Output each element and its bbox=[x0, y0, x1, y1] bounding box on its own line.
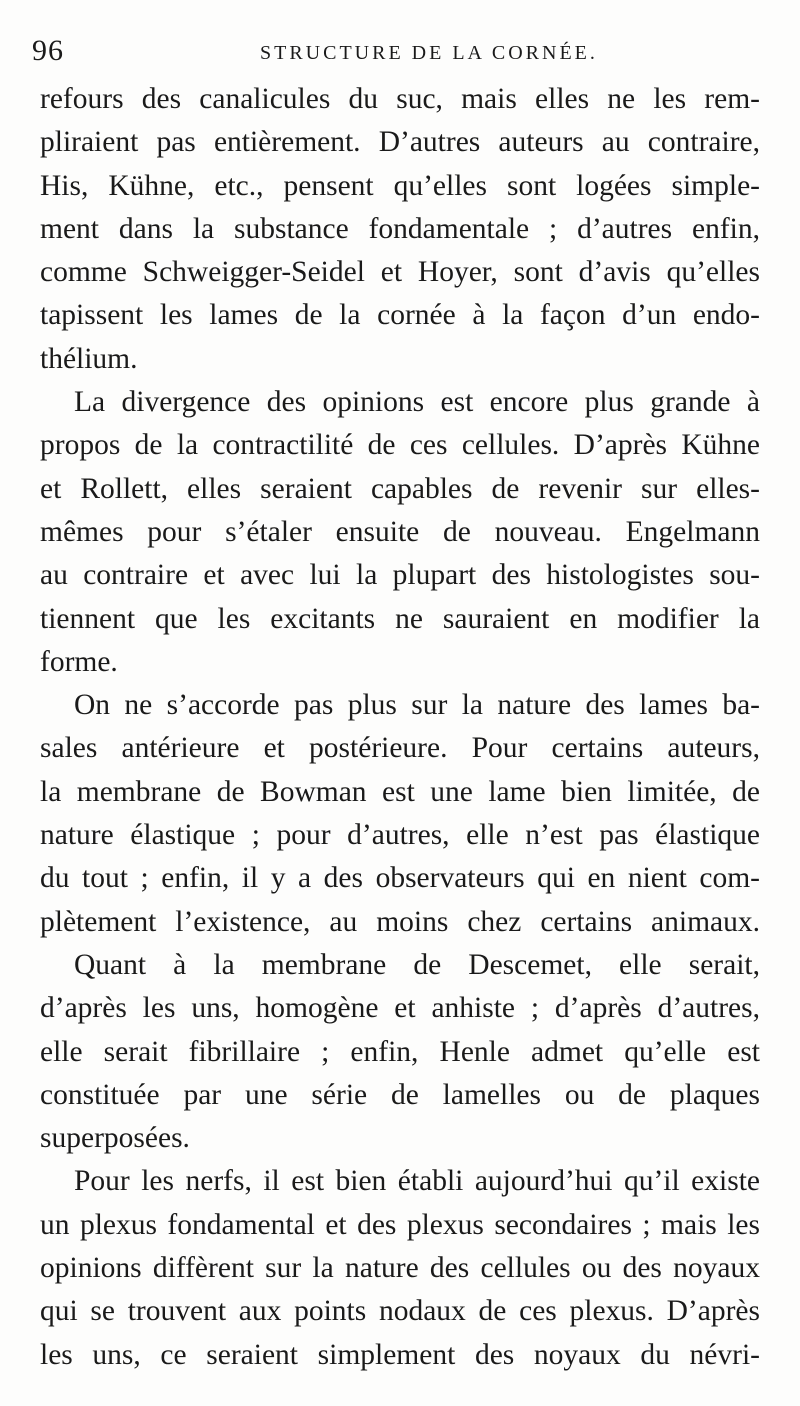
paragraph bbox=[40, 944, 760, 1160]
page-number: 96 bbox=[32, 34, 64, 67]
paragraph bbox=[40, 381, 760, 684]
text-line: au contraire et avec lui la plupart des histologistes sou- bbox=[40, 559, 760, 592]
paragraph bbox=[40, 684, 760, 944]
text-line: propos de la contractilité de ces cellules. D’après Kühne bbox=[40, 429, 760, 462]
text-line: thélium. bbox=[40, 342, 138, 375]
text-line: constituée par une série de lamelles ou de plaques bbox=[40, 1078, 760, 1111]
text-line: forme. bbox=[40, 645, 118, 678]
text-line: His, Kühne, etc., pensent qu’elles sont logées simple- bbox=[40, 169, 760, 202]
text-line: comme Schweigger-Seidel et Hoyer, sont d’avis qu’elles bbox=[40, 256, 760, 289]
text-line: les uns, ce seraient simplement des noyaux du névri- bbox=[40, 1338, 760, 1371]
text-line: qui se trouvent aux points nodaux de ces plexus. D’après bbox=[40, 1295, 760, 1328]
text-line: un plexus fondamental et des plexus secondaires ; mais les bbox=[40, 1208, 760, 1241]
text-line: mêmes pour s’étaler ensuite de nouveau. Engelmann bbox=[40, 515, 760, 548]
text-line: On ne s’accorde pas plus sur la nature des lames ba- bbox=[74, 689, 760, 722]
text-line: refours des canalicules du suc, mais elles ne les rem- bbox=[40, 83, 760, 115]
text-line: la membrane de Bowman est une lame bien limitée, de bbox=[40, 775, 760, 808]
text-line: Pour les nerfs, il est bien établi aujourd’hui qu’il existe bbox=[74, 1165, 760, 1198]
paragraph bbox=[40, 1160, 760, 1376]
text-line: nature élastique ; pour d’autres, elle n’est pas élastique bbox=[40, 819, 760, 852]
text-line: sales antérieure et postérieure. Pour certains auteurs, bbox=[40, 732, 760, 765]
text-line: pliraient pas entièrement. D’autres auteurs au contraire, bbox=[40, 126, 760, 159]
page-header bbox=[30, 34, 770, 74]
text-line: opinions diffèrent sur la nature des cellules ou des noyaux bbox=[40, 1252, 760, 1285]
text-line: La divergence des opinions est encore plus grande à bbox=[74, 386, 760, 419]
text-line: Quant à la membrane de Descemet, elle serait, bbox=[74, 948, 760, 981]
paragraph bbox=[40, 78, 760, 381]
text-line: superposées. bbox=[40, 1122, 190, 1155]
text-line: tapissent les lames de la cornée à la façon d’un endo- bbox=[40, 299, 760, 332]
running-title: STRUCTURE DE LA CORNÉE. bbox=[260, 42, 598, 64]
text-line: du tout ; enfin, il y a des observateurs qui en nient com- bbox=[40, 862, 760, 895]
text-line: plètement l’existence, au moins chez certains animaux. bbox=[40, 905, 760, 938]
text-line: tiennent que les excitants ne sauraient en modifier la bbox=[40, 602, 760, 635]
text-line: et Rollett, elles seraient capables de revenir sur elles- bbox=[40, 472, 760, 505]
text-line: elle serait fibrillaire ; enfin, Henle admet qu’elle est bbox=[40, 1035, 760, 1068]
body-text bbox=[40, 78, 760, 1377]
text-line: ment dans la substance fondamentale ; d’autres enfin, bbox=[40, 212, 760, 245]
text-line: d’après les uns, homogène et anhiste ; d’après d’autres, bbox=[40, 992, 760, 1025]
